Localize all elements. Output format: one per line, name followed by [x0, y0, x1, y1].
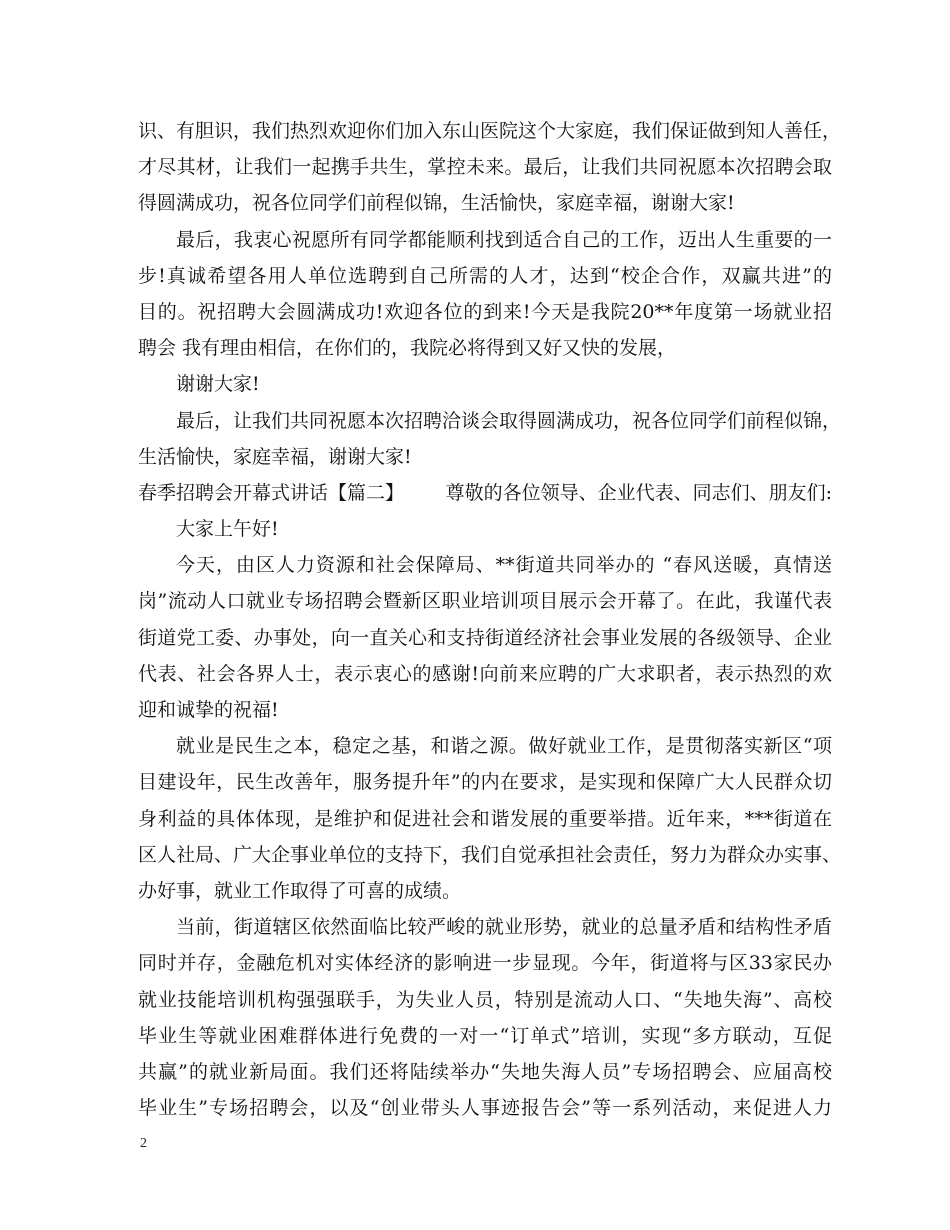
paragraph	[138, 511, 832, 547]
paragraph	[138, 366, 832, 402]
text-line: 最后，让我们共同祝愿本次招聘洽谈会取得圆满成功，祝各位同学们前程似锦，	[176, 409, 842, 432]
text-line: 毕业生”专场招聘会，以及“创业带头人事迹报告会”等一系列活动，来促进人力	[138, 1097, 832, 1120]
paragraph	[138, 909, 832, 1126]
text-line: 得圆满成功，祝各位同学们前程似锦，生活愉快，家庭幸福，谢谢大家!	[138, 192, 735, 215]
text-line: 识、有胆识，我们热烈欢迎你们加入东山医院这个大家庭，我们保证做到知人善任，	[138, 120, 842, 142]
paragraph	[138, 728, 842, 909]
section-title: 春季招聘会开幕式讲话【篇二】	[138, 481, 405, 504]
text-line: 毕业生等就业困难群体进行免费的一对一“订单式”培训，实现“多方联动，互促	[138, 1024, 832, 1047]
paragraph	[138, 403, 842, 475]
section-heading	[138, 475, 832, 511]
text-line: 目的。祝招聘大会圆满成功!欢迎各位的到来!今天是我院20**年度第一场就业招	[138, 300, 832, 323]
page-number: 2	[140, 1136, 147, 1151]
text-line: 生活愉快，家庭幸福，谢谢大家!	[138, 445, 412, 468]
text-line: 区人社局、广大企事业单位的支持下，我们自觉承担社会责任，努力为群众办实事、	[138, 843, 842, 866]
text-line: 同时并存，金融危机对实体经济的影响进一步显现。今年，街道将与区33家民办	[138, 952, 832, 975]
text-line: 今天，由区人力资源和社会保障局、**街道共同举办的 “春风送暖，真情送	[176, 554, 832, 577]
paragraph	[138, 547, 832, 728]
salutation: 尊敬的各位领导、企业代表、同志们、朋友们:	[445, 481, 832, 504]
text-line: 最后，我衷心祝愿所有同学都能顺利找到适合自己的工作，迈出人生重要的一	[176, 228, 832, 251]
text-line: 就业是民生之本，稳定之基，和谐之源。做好就业工作，是贯彻落实新区“项	[176, 735, 832, 758]
text-line: 岗”流动人口就业专场招聘会暨新区职业培训项目展示会开幕了。在此，我谨代表	[138, 590, 832, 613]
text-line: 迎和诚挚的祝福!	[138, 699, 279, 721]
document-body	[138, 113, 842, 1126]
text-line: 目建设年，民生改善年，服务提升年”的内在要求，是实现和保障广大人民群众切	[138, 771, 832, 794]
text-line: 共赢”的就业新局面。我们还将陆续举办“失地失海人员”专场招聘会、应届高校	[138, 1060, 832, 1083]
text-line: 大家上午好!	[176, 518, 279, 541]
text-line: 当前，街道辖区依然面临比较严峻的就业形势，就业的总量矛盾和结构性矛盾	[176, 916, 832, 939]
text-line: 聘会 我有理由相信，在你们的，我院必将得到又好又快的发展，	[138, 337, 677, 360]
text-line: 谢谢大家!	[176, 373, 260, 396]
paragraph	[138, 113, 842, 222]
text-line: 街道党工委、办事处，向一直关心和支持街道经济社会事业发展的各级领导、企业	[138, 626, 832, 649]
text-line: 身利益的具体体现，是维护和促进社会和谐发展的重要举措。近年来，***街道在	[138, 807, 832, 830]
paragraph	[138, 222, 832, 367]
text-line: 就业技能培训机构强强联手，为失业人员，特别是流动人口、“失地失海”、高校	[138, 988, 832, 1011]
text-line: 步!真诚希望各用人单位选聘到自己所需的人才，达到“校企合作，双赢共进”的	[138, 264, 832, 287]
text-line: 才尽其材，让我们一起携手共生，掌控未来。最后，让我们共同祝愿本次招聘会取	[138, 156, 832, 179]
text-line: 办好事，就业工作取得了可喜的成绩。	[138, 879, 462, 902]
text-line: 代表、社会各界人士，表示衷心的感谢!向前来应聘的广大求职者，表示热烈的欢	[138, 662, 832, 685]
